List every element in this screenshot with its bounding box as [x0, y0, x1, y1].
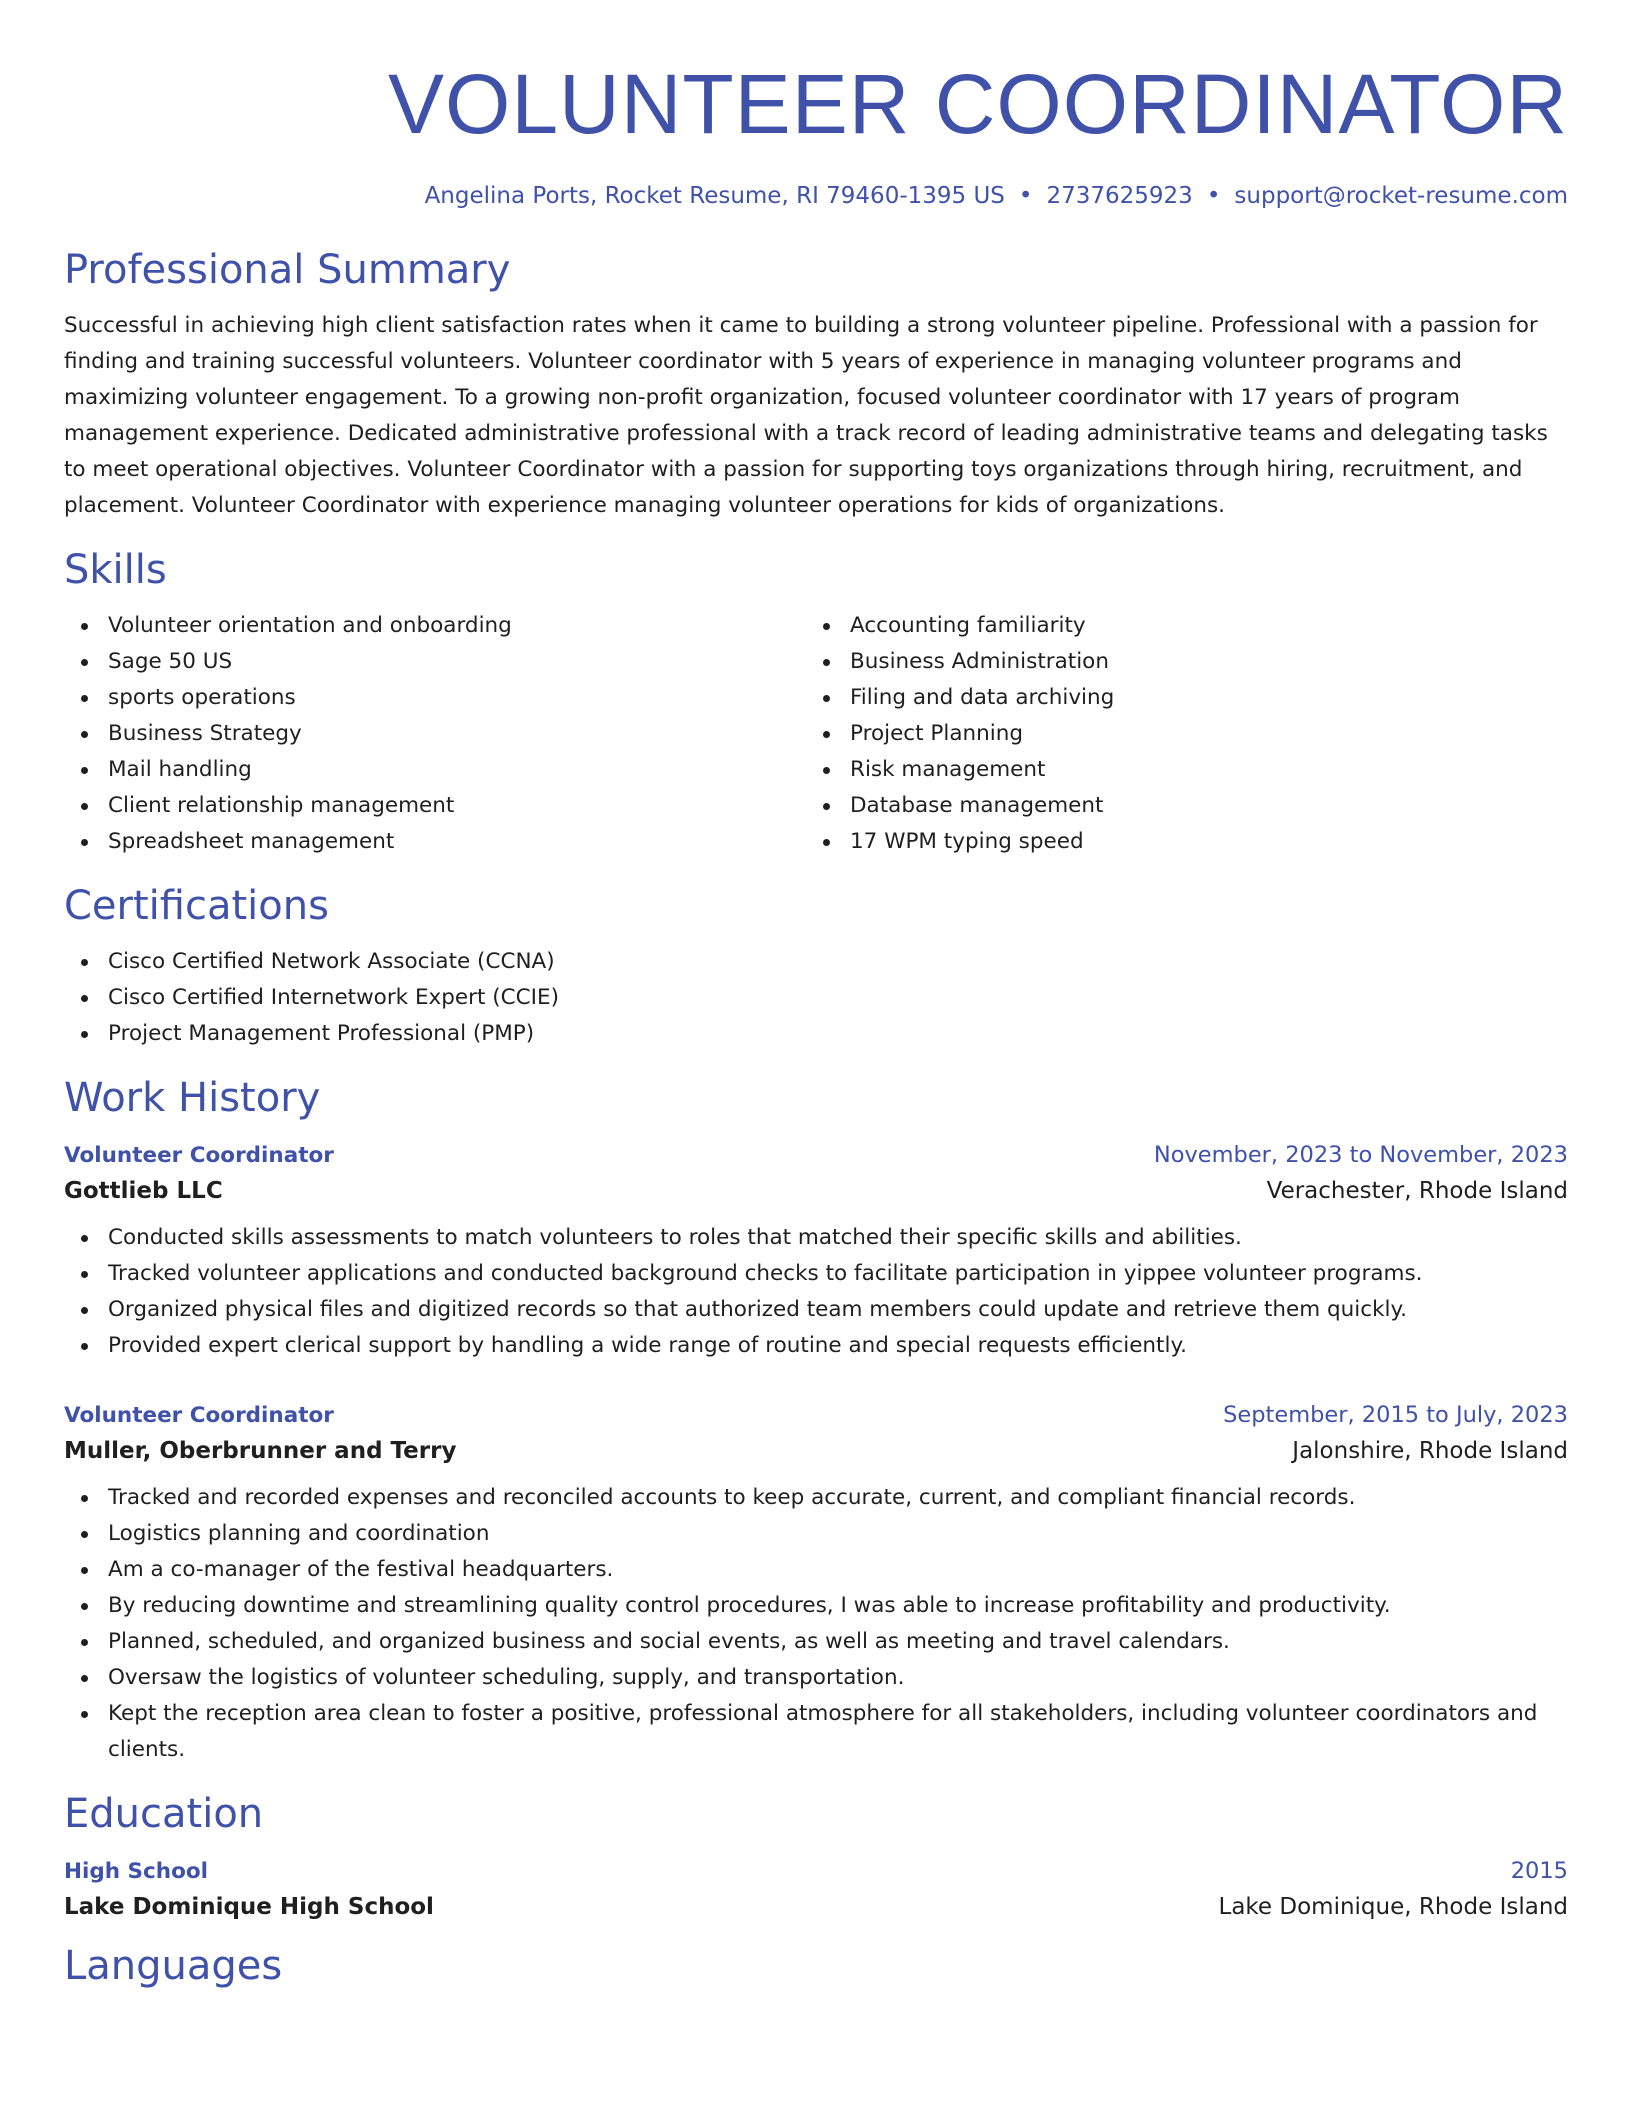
- summary-text: Successful in achieving high client satisfaction rates when it came to building a strong volunteer pipeline. Professional with a passion for finding and training successful volunteers. Volunteer coordinator with 5 years of experience in managing volunteer programs and maximizing volunteer engagement. To a growing non-profit organization, focused volunteer coordinator with 17 years of program management experience. Dedicated administrative professional with a track record of leading administrative teams and delegating tasks to meet operational objectives. Volunteer Coordinator with a passion for supporting toys organizations through hiring, recruitment, and placement. Volunteer Coordinator with experience managing volunteer operations for kids of organizations.: [64, 312, 1548, 518]
- certification-item: Cisco Certified Network Associate (CCNA): [64, 944, 1568, 980]
- job-duties: [64, 1480, 1568, 1768]
- skills-column-right: [806, 608, 1568, 860]
- job-dates: November, 2023 to November, 2023: [1153, 1141, 1568, 1168]
- school-location: Lake Dominique, Rhode Island: [1218, 1893, 1568, 1920]
- skill-item: Mail handling: [64, 752, 806, 788]
- contact-separator: •: [1206, 183, 1221, 209]
- degree-title: High School: [64, 1858, 208, 1884]
- job-duty: Am a co-manager of the festival headquarters.: [64, 1552, 1568, 1588]
- job-title: Volunteer Coordinator: [64, 1142, 334, 1168]
- contact-email: support@rocket-resume.com: [1234, 183, 1568, 209]
- company-location: Jalonshire, Rhode Island: [1292, 1437, 1568, 1464]
- skill-item: Sage 50 US: [64, 644, 806, 680]
- job-entry: [64, 1402, 1568, 1768]
- skill-item: Client relationship management: [64, 788, 806, 824]
- skills-column-left: [64, 608, 806, 860]
- graduation-year: 2015: [1510, 1857, 1568, 1884]
- company-name: Gottlieb LLC: [64, 1177, 223, 1204]
- school-name: Lake Dominique High School: [64, 1893, 434, 1920]
- skill-item: Volunteer orientation and onboarding: [64, 608, 806, 644]
- job-entry: [64, 1142, 1568, 1364]
- skill-item: 17 WPM typing speed: [806, 824, 1568, 860]
- education-heading: Education: [64, 1790, 264, 1837]
- job-duty: Organized physical files and digitized records so that authorized team members could update and retrieve them quickly.: [64, 1292, 1568, 1328]
- job-duty: Tracked volunteer applications and conducted background checks to facilitate participation in yippee volunteer programs.: [64, 1256, 1568, 1292]
- contact-address: Angelina Ports, Rocket Resume, RI 79460-1395 US: [424, 183, 1005, 209]
- certification-item: Project Management Professional (PMP): [64, 1016, 1568, 1052]
- job-dates: September, 2015 to July, 2023: [1223, 1401, 1568, 1428]
- job-duty: Kept the reception area clean to foster a positive, professional atmosphere for all stakeholders, including volunteer coordinators and clients.: [64, 1696, 1568, 1768]
- job-header: [64, 1142, 1568, 1168]
- job-header: [64, 1402, 1568, 1428]
- job-duty: Tracked and recorded expenses and reconciled accounts to keep accurate, current, and compliant financial records.: [64, 1480, 1568, 1516]
- contact-line: [64, 182, 1568, 212]
- summary-heading: Professional Summary: [64, 246, 511, 293]
- company-name: Muller, Oberbrunner and Terry: [64, 1437, 457, 1464]
- skills-heading: Skills: [64, 546, 167, 593]
- work-history-heading: Work History: [64, 1074, 321, 1121]
- contact-phone: 2737625923: [1046, 183, 1193, 209]
- company-location: Verachester, Rhode Island: [1266, 1177, 1568, 1204]
- job-title: Volunteer Coordinator: [64, 1402, 334, 1428]
- skill-item: sports operations: [64, 680, 806, 716]
- skills-list: [64, 608, 1568, 860]
- job-duty: Conducted skills assessments to match volunteers to roles that matched their specific skills and abilities.: [64, 1220, 1568, 1256]
- resume-title: VOLUNTEER COORDINATOR: [387, 57, 1568, 151]
- languages-heading: Languages: [64, 1942, 283, 1989]
- job-organization: [64, 1438, 1568, 1464]
- certifications-heading: Certifications: [64, 882, 329, 929]
- skill-item: Risk management: [806, 752, 1568, 788]
- skill-item: Business Strategy: [64, 716, 806, 752]
- skill-item: Project Planning: [806, 716, 1568, 752]
- certifications-list: [64, 944, 1568, 1052]
- education-school: [64, 1894, 1568, 1920]
- certification-item: Cisco Certified Internetwork Expert (CCIE): [64, 980, 1568, 1016]
- job-duty: Provided expert clerical support by handling a wide range of routine and special requests efficiently.: [64, 1328, 1568, 1364]
- skill-item: Database management: [806, 788, 1568, 824]
- education-entry: [64, 1858, 1568, 1920]
- education-header: [64, 1858, 1568, 1884]
- contact-separator: •: [1018, 183, 1033, 209]
- job-duty: Oversaw the logistics of volunteer scheduling, supply, and transportation.: [64, 1660, 1568, 1696]
- job-duty: Logistics planning and coordination: [64, 1516, 1568, 1552]
- skill-item: Filing and data archiving: [806, 680, 1568, 716]
- skill-item: Spreadsheet management: [64, 824, 806, 860]
- job-organization: [64, 1178, 1568, 1204]
- job-duty: Planned, scheduled, and organized business and social events, as well as meeting and travel calendars.: [64, 1624, 1568, 1660]
- skill-item: Accounting familiarity: [806, 608, 1568, 644]
- skill-item: Business Administration: [806, 644, 1568, 680]
- job-duty: By reducing downtime and streamlining quality control procedures, I was able to increase profitability and productivity.: [64, 1588, 1568, 1624]
- job-duties: [64, 1220, 1568, 1364]
